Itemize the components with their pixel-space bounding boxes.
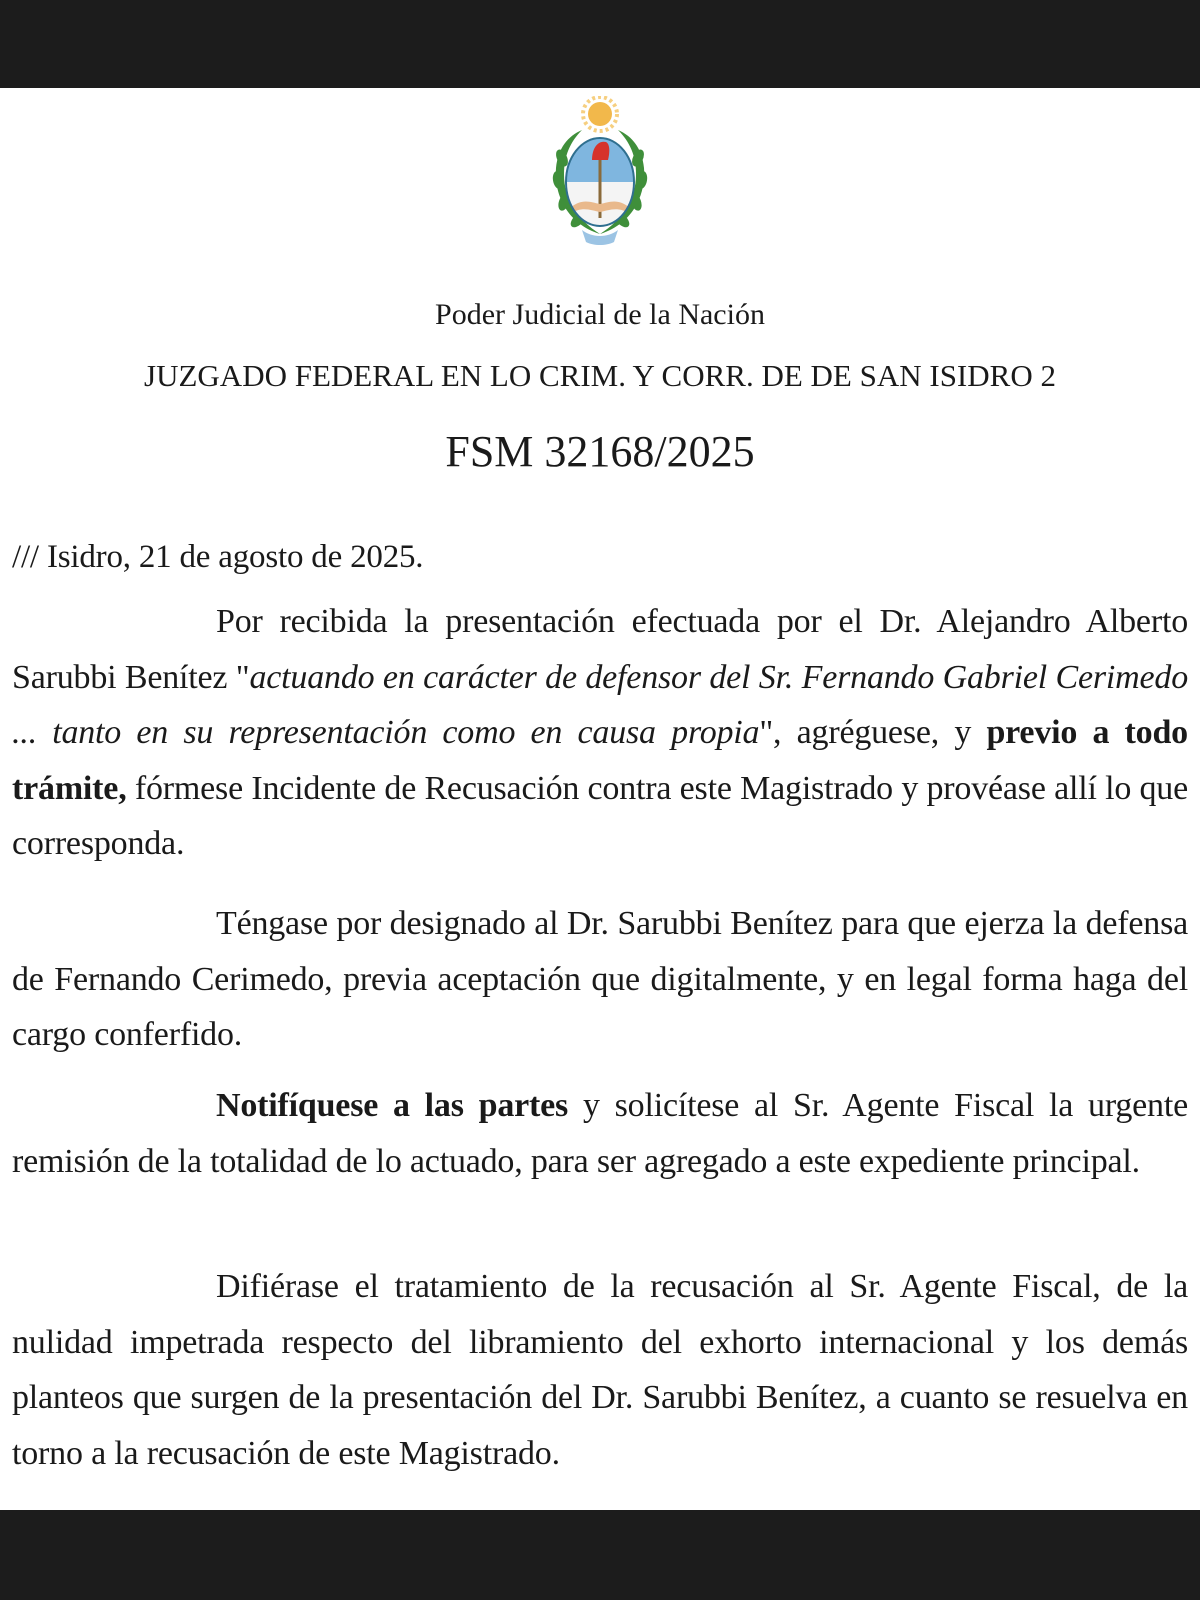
paragraph-4 xyxy=(12,1259,1188,1481)
ribbon-icon xyxy=(582,230,618,245)
sun-icon xyxy=(583,97,617,131)
p1-text-a: Por recibida la presentación efectuada por el Dr. Alejandro Alberto Sarubbi Benítez " xyxy=(12,603,1188,696)
institution-name: Poder Judicial de la Nación xyxy=(435,298,765,331)
document-page xyxy=(0,88,1200,1510)
court-name: JUZGADO FEDERAL EN LO CRIM. Y CORR. DE DE SAN ISIDRO 2 xyxy=(144,358,1056,393)
p1-text-c: ", agréguese, y xyxy=(759,714,987,751)
p2-text: Téngase por designado al Dr. Sarubbi Benítez para que ejerza la defensa de Fernando Cerimedo, previa aceptación que digitalmente, y en legal forma haga del cargo conferfido. xyxy=(12,905,1188,1053)
p3-text: y solicítese al Sr. Agente Fiscal la urgente remisión de la totalidad de lo actuado, para ser agregado a este expediente principal. xyxy=(12,1087,1188,1180)
p3-bold: Notifíquese a las partes xyxy=(216,1087,569,1124)
paragraph-1 xyxy=(12,594,1188,872)
shield-icon xyxy=(566,138,634,226)
coat-of-arms-icon xyxy=(548,96,652,248)
p1-bold: previo a todo trámite, xyxy=(12,714,1188,807)
paragraph-2 xyxy=(12,896,1188,1063)
paragraph-3 xyxy=(12,1078,1188,1189)
bottom-black-bar xyxy=(0,1510,1200,1600)
p1-text-e: fórmese Incidente de Recusación contra este Magistrado y provéase allí lo que corresponda. xyxy=(12,769,1188,862)
case-number: FSM 32168/2025 xyxy=(445,427,755,476)
p1-quote-italic: actuando en carácter de defensor del Sr. Fernando Gabriel Cerimedo ... tanto en su representación como en causa propia xyxy=(12,658,1188,751)
date-line: /// Isidro, 21 de agosto de 2025. xyxy=(12,539,424,575)
p4-text: Difiérase el tratamiento de la recusación al Sr. Agente Fiscal, de la nulidad impetrada respecto del libramiento del exhorto internacional y los demás planteos que surgen de la presentación del Dr. Sarubbi Benítez, a cuanto se resuelva en torno a la recusación de este Magistrado. xyxy=(12,1268,1188,1472)
top-black-bar xyxy=(0,0,1200,88)
